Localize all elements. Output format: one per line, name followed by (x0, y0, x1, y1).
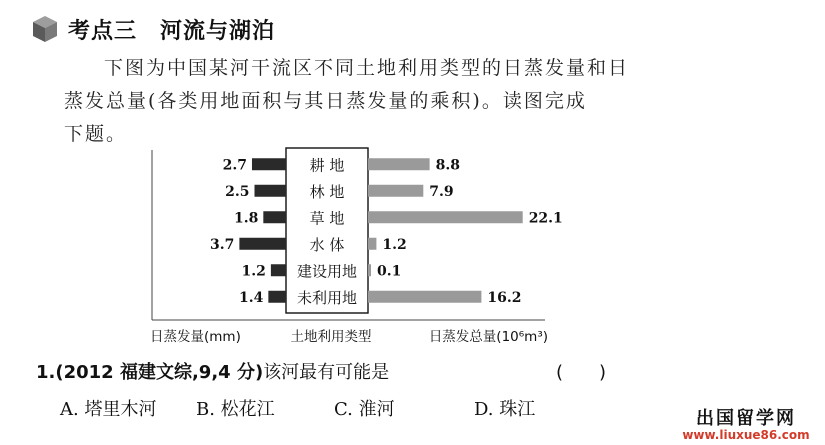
category-label: 建设用地 (296, 262, 358, 281)
right-bar (368, 211, 523, 223)
section-title: 考点三 河流与湖泊 (68, 18, 276, 44)
left-data-label: 2.5 (225, 183, 250, 200)
right-data-label: 22.1 (528, 210, 563, 227)
left-data-label: 3.7 (210, 236, 235, 253)
category-label: 未利用地 (296, 288, 358, 307)
right-bar (368, 158, 430, 170)
right-bar (368, 238, 376, 250)
right-data-label: 0.1 (377, 263, 402, 280)
intro-line-1: 下图为中国某河干流区不同土地利用类型的日蒸发量和日 (104, 57, 630, 79)
right-data-label: 1.2 (382, 236, 407, 253)
answer-paren: ( ) (556, 362, 607, 383)
watermark (676, 404, 816, 442)
right-bar (368, 264, 371, 276)
right-bar (368, 291, 481, 303)
left-data-label: 1.8 (233, 210, 259, 227)
option-b[interactable]: B. 松花江 (196, 399, 275, 420)
x-axis-label-right: 日蒸发总量(10⁶m³) (428, 329, 548, 345)
left-data-label: 1.2 (241, 263, 266, 280)
left-bar (252, 158, 286, 170)
watermark-name: 出国留学网 (696, 408, 796, 429)
left-data-label: 1.4 (239, 289, 264, 306)
left-bar (239, 238, 286, 250)
watermark-url: www.liuxue86.com (682, 428, 810, 442)
category-label: 耕 地 (309, 156, 345, 175)
right-data-label: 16.2 (487, 289, 522, 306)
left-bar (255, 185, 287, 197)
right-bar (368, 185, 423, 197)
option-d[interactable]: D. 珠江 (474, 399, 536, 420)
x-axis-label-left: 日蒸发量(mm) (150, 329, 241, 345)
intro-line-2: 蒸发总量(各类用地面积与其日蒸发量的乘积)。读图完成 (64, 90, 587, 112)
left-data-label: 2.7 (222, 157, 247, 174)
question-number: 1. (36, 362, 56, 383)
question-source: (2012 福建文综,9,4 分) (55, 362, 264, 383)
option-a[interactable]: A. 塔里木河 (60, 399, 157, 420)
intro-line-3: 下题。 (64, 123, 128, 145)
left-bar (263, 211, 286, 223)
question-stem: 该河最有可能是 (263, 362, 390, 383)
x-axis-label-center: 土地利用类型 (290, 329, 372, 345)
category-label: 林 地 (309, 182, 345, 201)
category-label: 水 体 (309, 235, 345, 254)
right-data-label: 8.8 (435, 157, 460, 174)
left-bar (268, 291, 286, 303)
left-bar (271, 264, 286, 276)
option-c[interactable]: C. 淮河 (334, 399, 395, 420)
category-label: 草 地 (309, 209, 345, 228)
question-1 (36, 358, 656, 384)
right-data-label: 7.9 (429, 183, 454, 200)
